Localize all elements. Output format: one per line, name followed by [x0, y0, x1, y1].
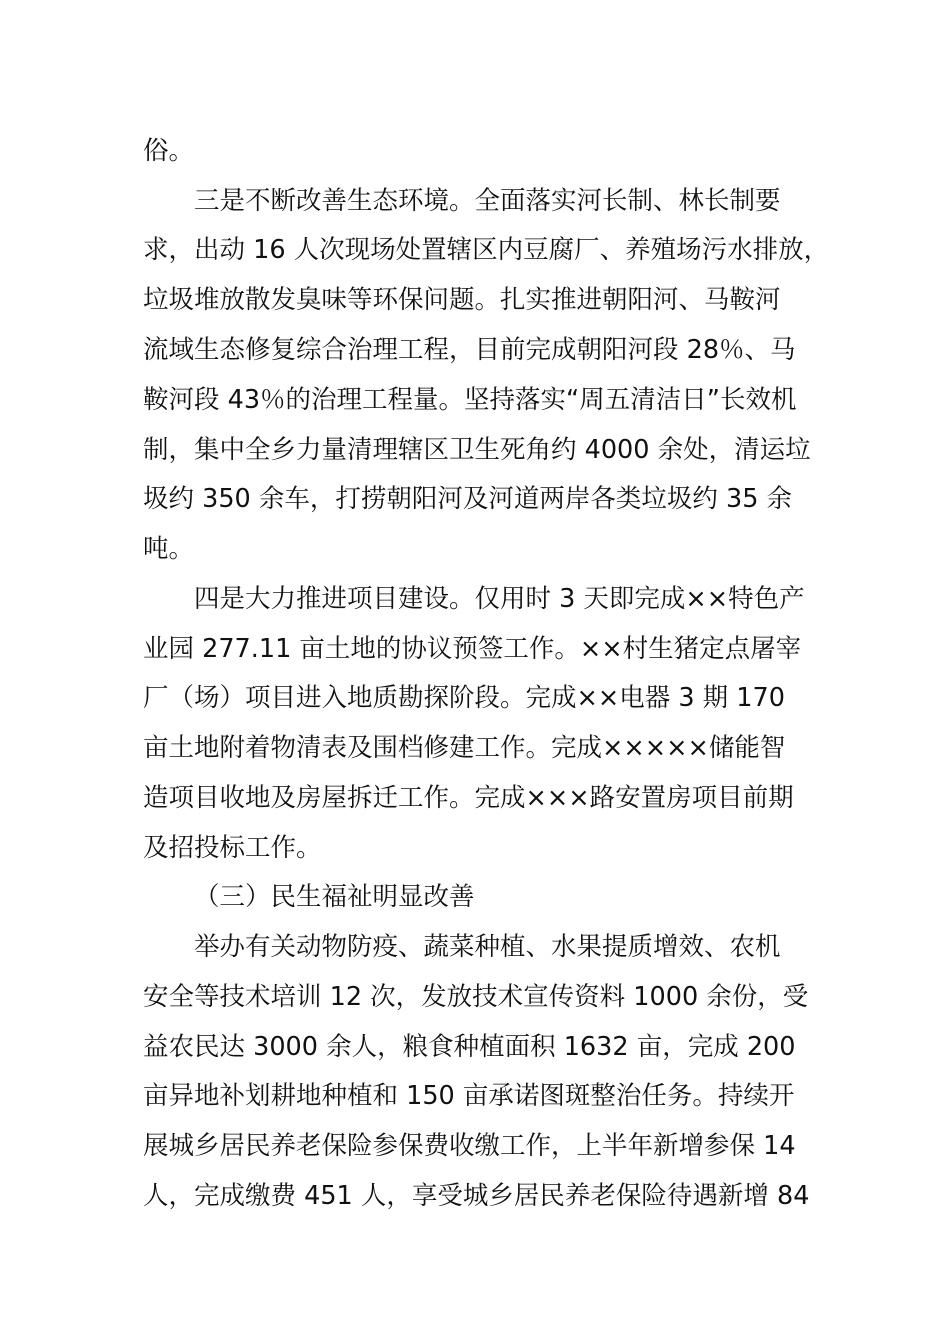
text-line-1: 俗。 [143, 136, 195, 166]
text-line-5: 流域生态修复综合治理工程，目前完成朝阳河段 28％、马 [143, 335, 796, 365]
text-line-4: 垃圾堆放散发臭味等环保问题。扎实推进朝阳河、马鞍河 [143, 285, 781, 315]
text-line-17: 举办有关动物防疫、蔬菜种植、水果提质增效、农机 [194, 932, 781, 962]
text-line-7: 制，集中全乡力量清理辖区卫生死角约 4000 余处，清运垃 [143, 435, 811, 465]
text-line-13: 亩土地附着物清表及围档修建工作。完成×××××储能智 [143, 733, 786, 763]
text-line-9: 吨。 [143, 534, 195, 564]
text-line-21: 展城乡居民养老保险参保费收缴工作，上半年新增参保 14 [143, 1131, 796, 1161]
text-line-14: 造项目收地及房屋拆迁工作。完成×××路安置房项目前期 [143, 783, 794, 813]
text-line-8: 圾约 350 余车，打捞朝阳河及河道两岸各类垃圾约 35 余 [143, 484, 793, 514]
text-line-2: 三是不断改善生态环境。全面落实河长制、林长制要 [194, 186, 781, 216]
text-line-19: 益农民达 3000 余人，粮食种植面积 1632 亩，完成 200 [143, 1032, 796, 1062]
text-line-6: 鞍河段 43％的治理工程量。坚持落实“周五清洁日”长效机 [143, 385, 797, 415]
text-line-18: 安全等技术培训 12 次，发放技术宣传资料 1000 余份，受 [143, 982, 809, 1012]
text-line-11: 业园 277.11 亩土地的协议预签工作。××村生猪定点屠宰 [143, 634, 802, 664]
text-line-10: 四是大力推进项目建设。仅用时 3 天即完成××特色产 [194, 584, 805, 614]
section-heading: （三）民生福祉明显改善 [194, 882, 475, 912]
text-line-3: 求，出动 16 人次现场处置辖区内豆腐厂、养殖场污水排放， [143, 235, 830, 265]
text-line-20: 亩异地补划耕地种植和 150 亩承诺图斑整治任务。持续开 [143, 1081, 795, 1111]
text-line-12: 厂（场）项目进入地质勘探阶段。完成××电器 3 期 170 [143, 683, 785, 713]
text-line-15: 及招投标工作。 [143, 833, 322, 863]
text-line-22: 人，完成缴费 451 人，享受城乡居民养老保险待遇新增 84 [143, 1181, 810, 1211]
